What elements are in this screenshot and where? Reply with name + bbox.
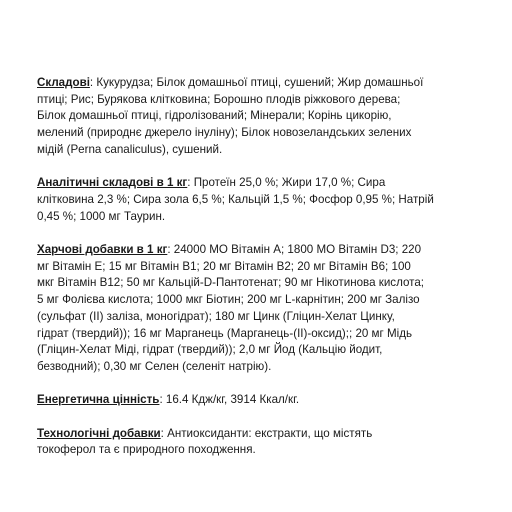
- technological-text: : Антиоксиданти: екстракти, що містять: [160, 426, 373, 440]
- additives-line-2: мг Вітамін Е; 15 мг Вітамін В1; 20 мг Вітамін В2; 20 мг Вітамін В6; 100: [37, 259, 411, 273]
- additives-line-4: 5 мг Фолієва кислота; 1000 мкг Біотин; 200 мг L-карнітин; 200 мг Залізо: [37, 293, 420, 307]
- additives-line-7: (Гліцин-Хелат Міді, гідрат (твердий)); 2,0 мг Йод (Кальцію йодит,: [37, 343, 383, 357]
- technological-line-1: [37, 426, 502, 443]
- additives-line-8: безводний); 0,30 мг Селен (селеніт натрію).: [37, 359, 272, 373]
- additives-text: : 24000 МО Вітамін А; 1800 МО Вітамін D3; 220: [167, 243, 422, 256]
- additives-line-5: (сульфат (ІІ) заліза, моногідрат); 180 мг Цинк (Гліцин-Хелат Цинку,: [37, 309, 395, 323]
- energy-text: : 16.4 Кдж/кг, 3914 Ккал/кг.: [159, 393, 300, 407]
- composition-label: Складові: [37, 76, 90, 89]
- technological-section: [37, 426, 502, 459]
- composition-line-1: [37, 75, 502, 92]
- energy-label: Енергетична цінність: [37, 393, 160, 407]
- technological-label: Технологічні добавки: [37, 426, 161, 440]
- composition-line-3: Білок домашньої птиці, гідролізований; Мінерали; Корінь цикорію,: [37, 109, 392, 123]
- energy-line-1: [37, 392, 502, 409]
- composition-line-2: птиці; Рис; Бурякова клітковина; Борошно плодів ріжкового дерева;: [37, 92, 401, 106]
- composition-text: : Кукурудза; Білок домашньої птиці, сушений; Жир домашньої: [89, 76, 424, 89]
- additives-label: Харчові добавки в 1 кг: [37, 243, 168, 256]
- analytical-line-3: 0,45 %; 1000 мг Таурин.: [37, 209, 166, 223]
- analytical-label: Аналітичні складові в 1 кг: [37, 176, 188, 190]
- composition-line-4: мелений (природнє джерело інуліну); Білок новозеландських зелених: [37, 126, 412, 140]
- additives-line-6: гідрат (твердий)); 16 мг Марганець (Марганець-(ІІ)-оксид);; 20 мг Мідь: [37, 326, 413, 340]
- analytical-line-2: клітковина 2,3 %; Сира зола 6,5 %; Кальцій 1,5 %; Фосфор 0,95 %; Натрій: [37, 192, 434, 206]
- technological-line-2: токоферол та є природного походження.: [37, 443, 256, 457]
- composition-line-5: мідій (Perna canaliculus), сушений.: [37, 142, 223, 156]
- composition-section: [37, 75, 502, 159]
- analytical-section: [37, 175, 502, 225]
- additives-line-3: мкг Вітамін В12; 50 мг Кальцій-D-Пантотенат; 90 мг Нікотинова кислота;: [37, 276, 425, 290]
- additives-section: [37, 242, 502, 376]
- analytical-line-1: [37, 175, 502, 192]
- additives-line-1: [37, 242, 502, 259]
- energy-section: [37, 392, 502, 409]
- analytical-text: : Протеїн 25,0 %; Жири 17,0 %; Сира: [187, 176, 386, 190]
